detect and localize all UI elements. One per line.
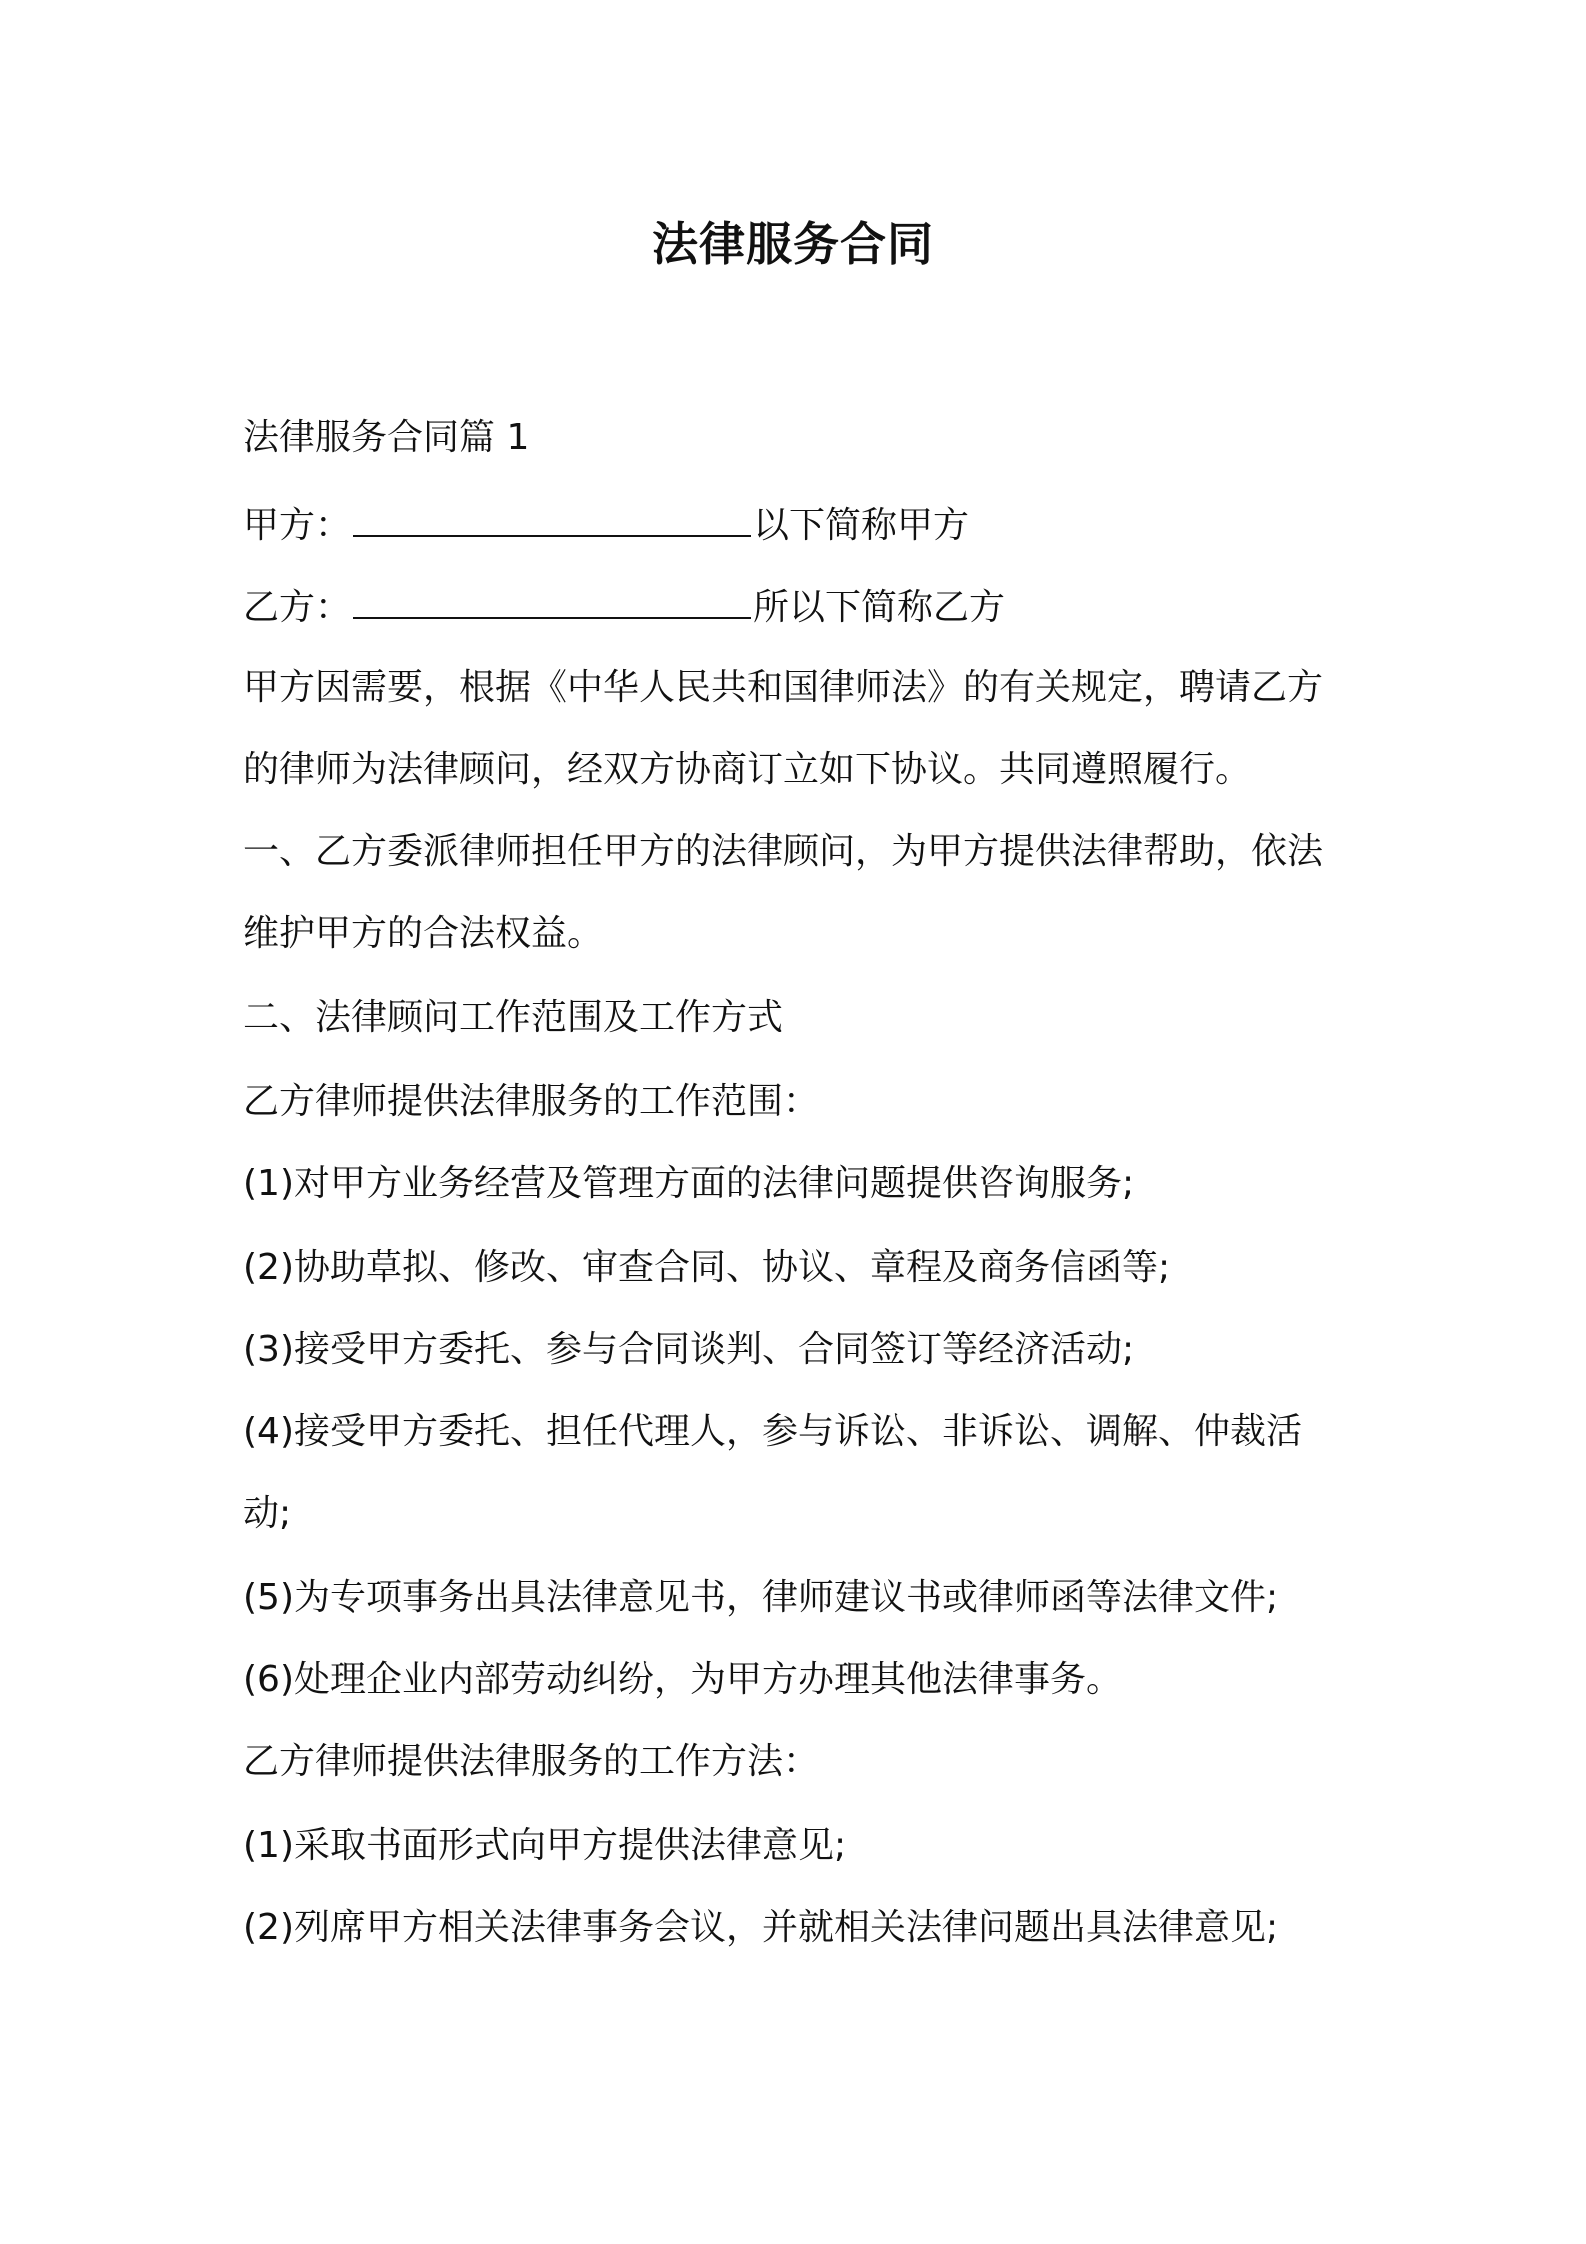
body-line: 的律师为法律顾问，经双方协商订立如下协议。共同遵照履行。 [243,749,1252,790]
body-line: 甲方因需要，根据《中华人民共和国律师法》的有关规定，聘请乙方 [243,667,1324,708]
section-heading: 法律服务合同篇 1 [243,417,530,458]
clause-line: 一、乙方委派律师担任甲方的法律顾问，为甲方提供法律帮助，依法 [243,831,1324,872]
party-a-label: 甲方： [243,505,352,546]
party-b-line [243,584,1363,632]
party-b-label: 乙方： [243,587,352,628]
party-a-line [243,502,1363,550]
list-heading: 乙方律师提供法律服务的工作方法： [243,1741,820,1782]
list-heading: 乙方律师提供法律服务的工作范围： [243,1081,820,1122]
party-a-blank [353,505,751,537]
list-item: (3)接受甲方委托、参与合同谈判、合同签订等经济活动; [243,1329,1135,1370]
list-item: (6)处理企业内部劳动纠纷，为甲方办理其他法律事务。 [243,1659,1122,1700]
list-item: 动; [243,1493,292,1534]
list-item: (2)协助草拟、修改、审查合同、协议、章程及商务信函等; [243,1247,1171,1288]
list-item: (1)对甲方业务经营及管理方面的法律问题提供咨询服务; [243,1163,1135,1204]
document-title: 法律服务合同 [652,217,934,271]
list-item: (4)接受甲方委托、担任代理人，参与诉讼、非诉讼、调解、仲裁活 [243,1411,1302,1452]
list-item: (1)采取书面形式向甲方提供法律意见; [243,1825,847,1866]
party-b-suffix: 所以下简称乙方 [753,587,1006,628]
party-b-blank [353,587,751,619]
clause-heading: 二、法律顾问工作范围及工作方式 [243,997,784,1038]
clause-line: 维护甲方的合法权益。 [243,913,604,954]
list-item: (2)列席甲方相关法律事务会议，并就相关法律问题出具法律意见; [243,1907,1279,1948]
list-item: (5)为专项事务出具法律意见书，律师建议书或律师函等法律文件; [243,1577,1279,1618]
party-a-suffix: 以下简称甲方 [753,505,970,546]
